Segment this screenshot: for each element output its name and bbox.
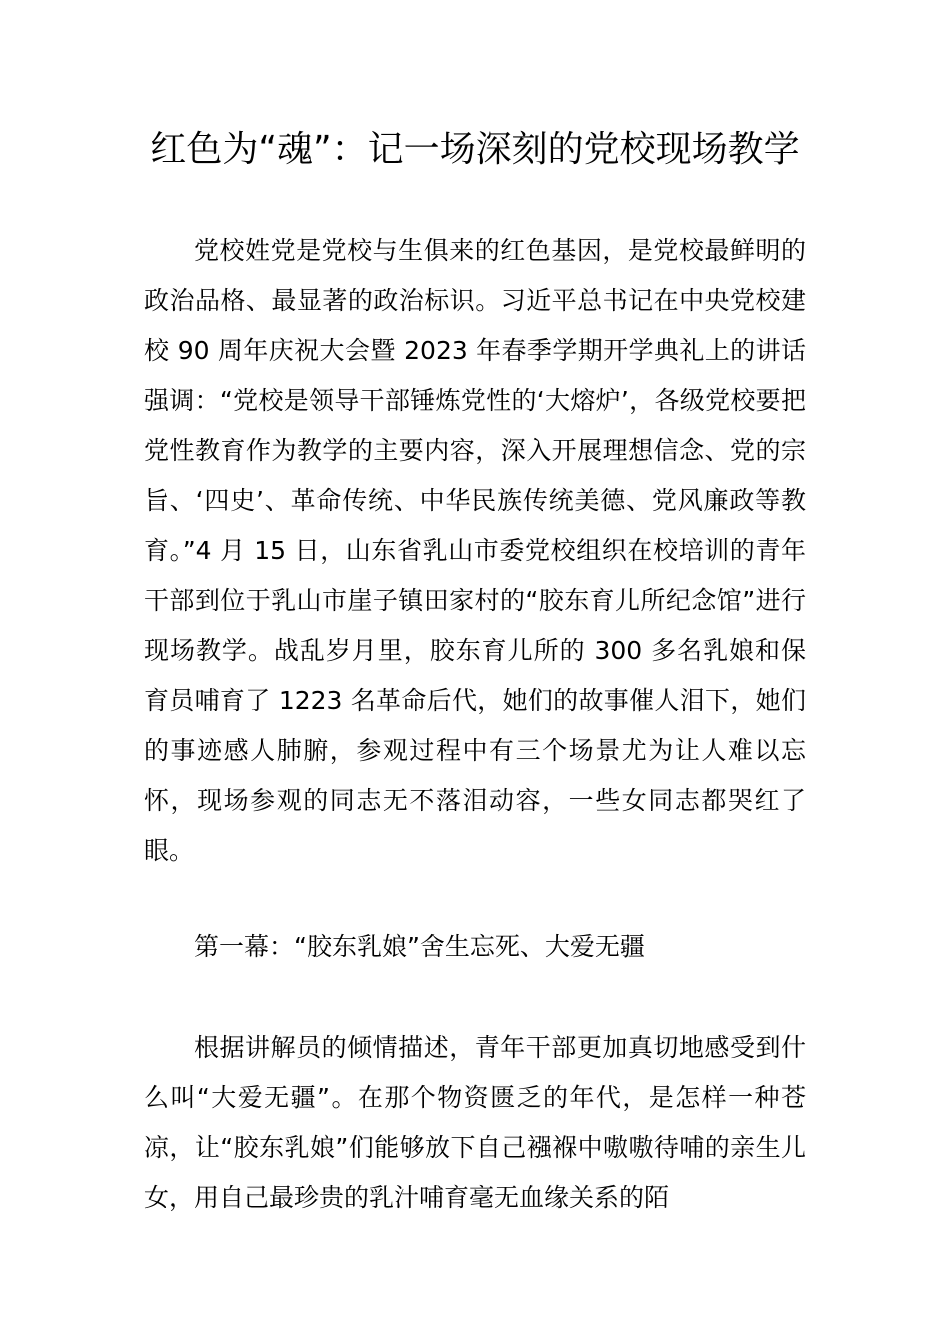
document-title: 红色为“魂”：记一场深刻的党校现场教学 [150, 129, 800, 170]
body-paragraph-1: 党校姓党是党校与生俱来的红色基因，是党校最鲜明的政治品格、最显著的政治标识。习近平总书记在中央党校建校 90 周年庆祝大会暨 2023 年春季学期开学典礼上的讲话强调：“党校是领导干部锤炼党性的‘大熔炉’，各级党校要把党性教育作为教学的主要内容，深入开展理想信念、党的宗旨、‘四史’、革命传统、中华民族传统美德、党风廉政等教育。”4 月 15 日，山东省乳山市委党校组织在校培训的青年干部到位于乳山市崖子镇田家村的“胶东育儿所纪念馆”进行现场教学。战乱岁月里，胶东育儿所的 300 多名乳娘和保育员哺育了 1223 名革命后代，她们的故事催人泪下，她们的事迹感人肺腑，参观过程中有三个场景尤为让人难以忘怀，现场参观的同志无不落泪动容，一些女同志都哭红了眼。 [144, 236, 806, 865]
section-heading-1: 第一幕：“胶东乳娘”舍生忘死、大爱无疆 [194, 932, 645, 961]
body-paragraph-2: 根据讲解员的倾情描述，青年干部更加真切地感受到什么叫“大爱无疆”。在那个物资匮乏的年代，是怎样一种苍凉，让“胶东乳娘”们能够放下自己襁褓中嗷嗷待哺的亲生儿女，用自己最珍贵的乳汁哺育毫无血缘关系的陌 [144, 1033, 806, 1212]
